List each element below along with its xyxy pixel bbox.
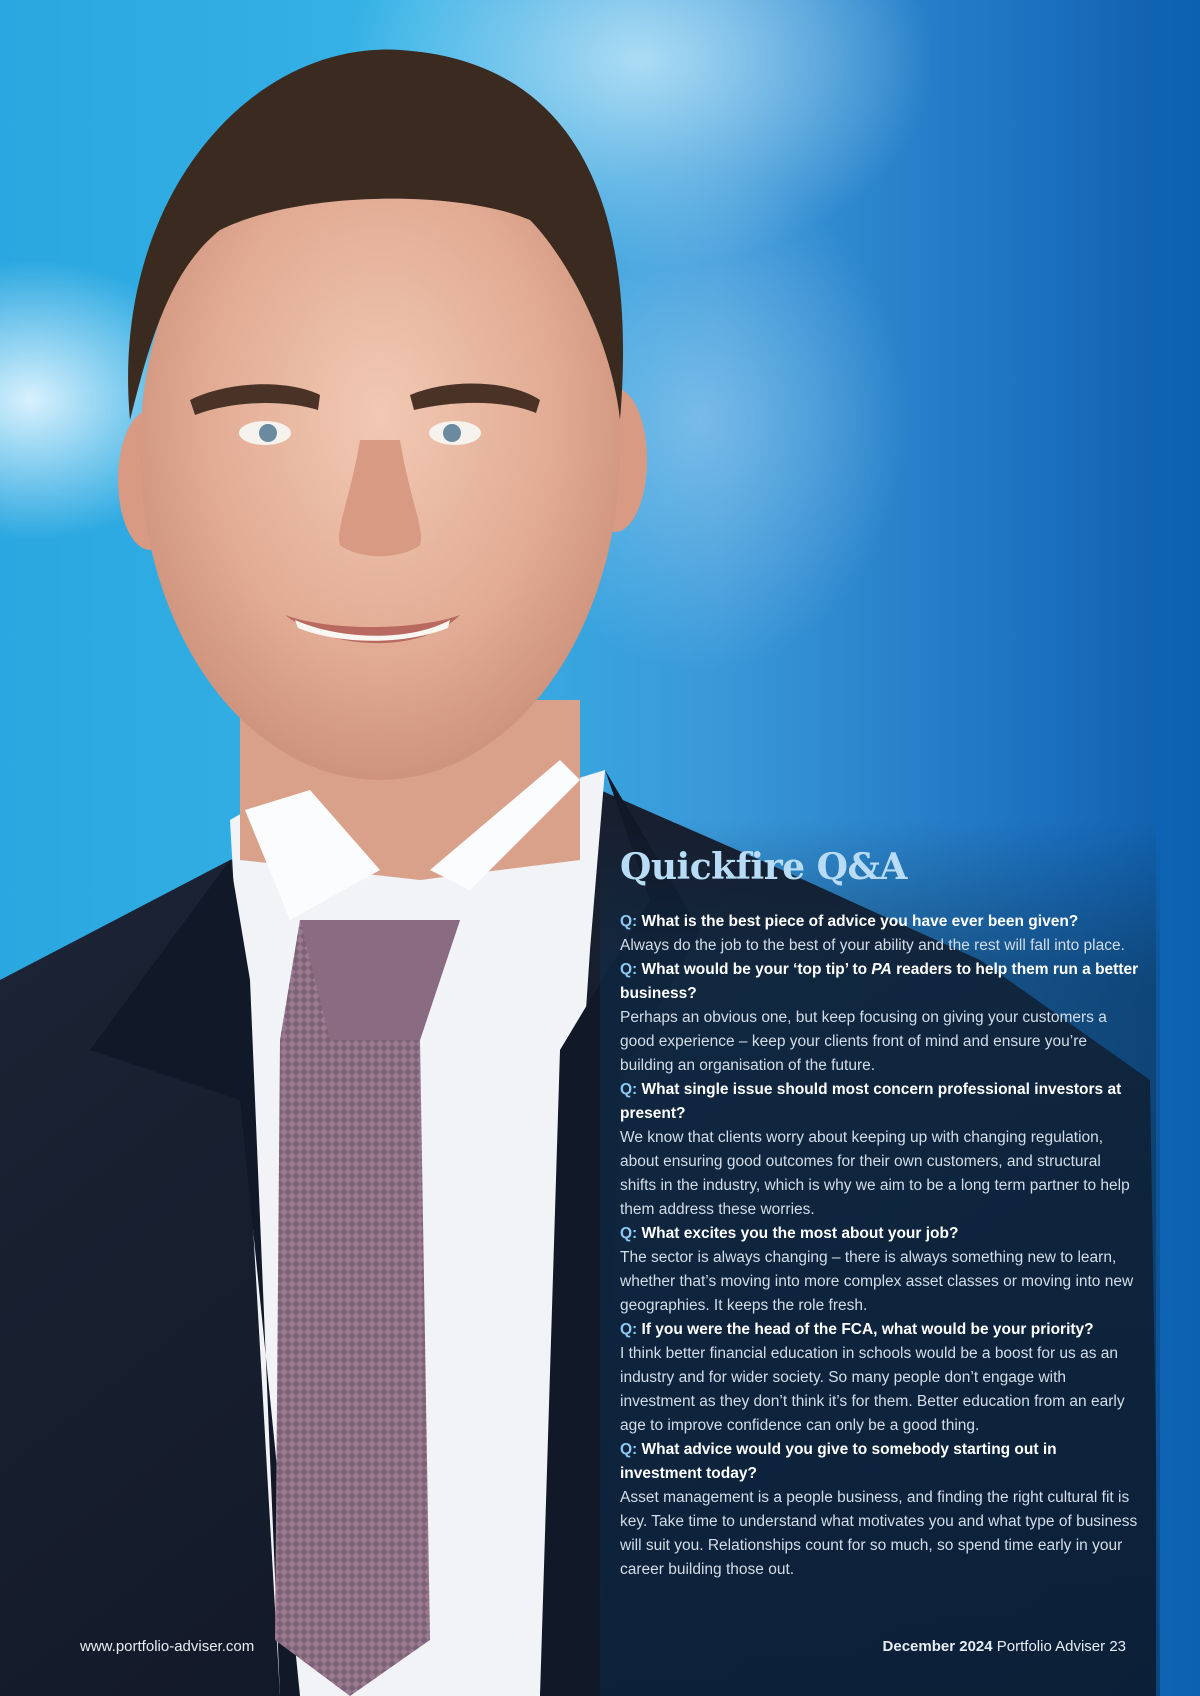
answer: Always do the job to the best of your ability and the rest will fall into place. [620,937,1125,954]
qa-list [620,910,1140,1582]
answer: Asset management is a people business, and finding the right cultural fit is key. Take time to understand what motivates you and what type of business will suit you. Relationships count for so much, so spend time early in your career building those out. [620,1489,1138,1578]
question [620,910,1140,934]
qa-item [620,958,1140,1078]
q-marker: Q: [620,1441,638,1458]
q-marker: Q: [620,1225,638,1242]
footer-folio [883,1638,1126,1655]
q-marker: Q: [620,961,638,978]
question-text: What advice would you give to somebody starting out in investment today? [620,1441,1057,1482]
question-text: What single issue should most concern professional investors at present? [620,1081,1122,1122]
answer: Perhaps an obvious one, but keep focusing on giving your customers a good experience – keep your clients front of mind and ensure you’re building an organisation of the future. [620,1009,1107,1074]
page-title: Quickfire Q&A [620,846,907,888]
answer: I think better financial education in schools would be a boost for us as an industry and for wider society. So many people don’t engage with investment as they don’t think it’s for them. Better education from an early age to improve confidence can only be a good thing. [620,1345,1125,1434]
answer: We know that clients worry about keeping up with changing regulation, about ensuring good outcomes for their own customers, and structural shifts in the industry, which is why we aim to be a long term partner to help them address these worries. [620,1129,1130,1218]
question [620,1078,1140,1126]
q-marker: Q: [620,1081,638,1098]
question-text: What would be your ‘top tip’ to [637,961,872,978]
question-text: What is the best piece of advice you have ever been given? [637,913,1079,930]
question [620,1222,1140,1246]
footer-website: www.portfolio-adviser.com [80,1638,255,1655]
issue-date: December 2024 [882,1638,993,1655]
qa-item [620,1318,1140,1438]
question [620,1318,1140,1342]
qa-item [620,910,1140,958]
qa-item [620,1078,1140,1222]
qa-item [620,1438,1140,1582]
question-text: If you were the head of the FCA, what would be your priority? [637,1321,1094,1338]
publication-page: Portfolio Adviser 23 [992,1638,1126,1655]
question [620,1438,1140,1486]
answer: The sector is always changing – there is always something new to learn, whether that’s moving into more complex asset classes or moving into new geographies. It keeps the role fresh. [620,1249,1134,1314]
question-text: readers to help them run a better business? [620,961,1139,1002]
question-emphasis: PA [871,961,892,978]
q-marker: Q: [620,1321,638,1338]
q-marker: Q: [620,913,638,930]
question [620,958,1140,1006]
qa-item [620,1222,1140,1318]
question-text: What excites you the most about your job? [637,1225,959,1242]
